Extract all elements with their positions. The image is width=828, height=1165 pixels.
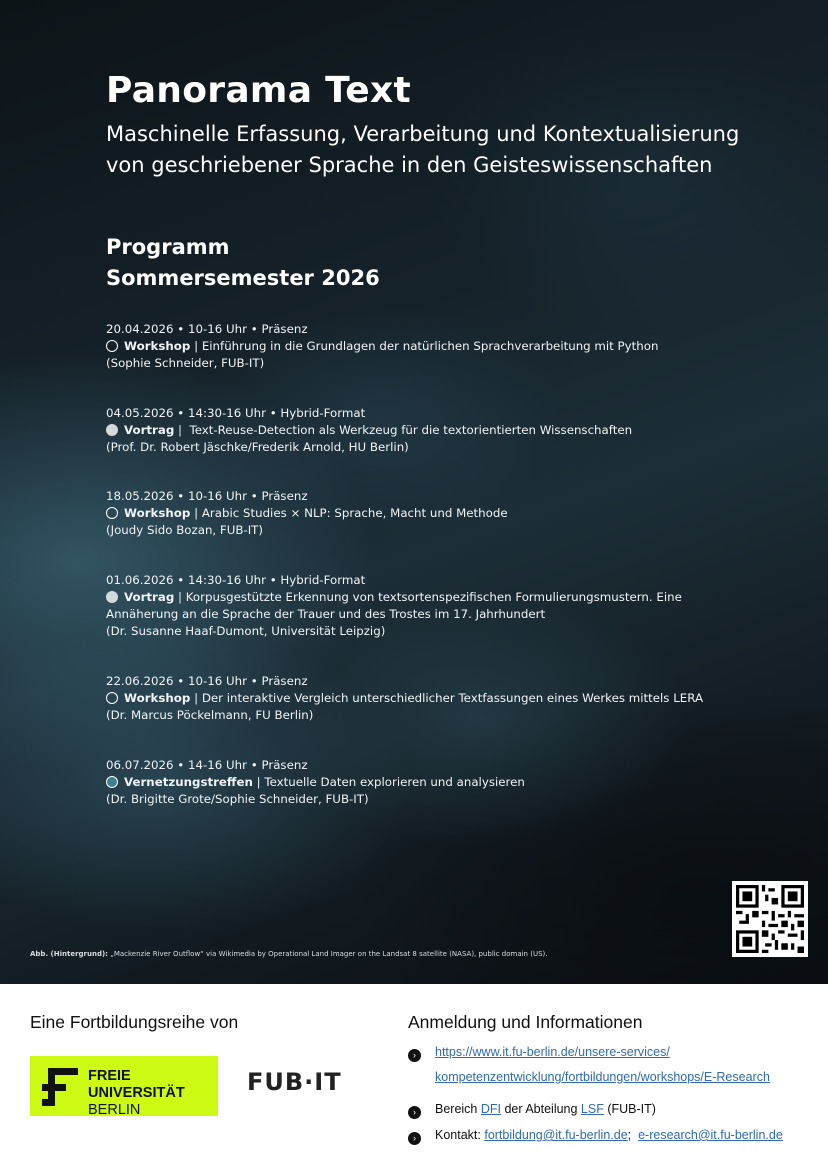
event-separator: | <box>190 691 202 705</box>
registration-link-part-2[interactable]: kompetenzentwicklung/fortbildungen/workshops/E-Research <box>435 1070 770 1084</box>
page-subtitle <box>106 119 786 181</box>
event-description: Textuelle Daten explorieren und analysieren <box>264 775 525 789</box>
bereich-prefix: Bereich <box>435 1102 481 1116</box>
event-meta: 20.04.2026 • 10-16 Uhr • Präsenz <box>106 322 308 336</box>
event-speaker: (Dr. Marcus Pöckelmann, FU Berlin) <box>106 708 314 722</box>
program-heading <box>106 232 380 294</box>
event-item <box>106 757 746 808</box>
circle-hollow-icon <box>106 507 118 519</box>
lsf-link[interactable]: LSF <box>580 1102 604 1116</box>
event-speaker: (Sophie Schneider, FUB-IT) <box>106 356 265 370</box>
circle-filled-icon <box>106 591 118 603</box>
fubit-logo: FUB·IT <box>247 1068 342 1096</box>
circle-filled-icon <box>106 424 118 436</box>
fu-logo-line-3: BERLIN <box>88 1102 141 1118</box>
event-separator: | <box>252 775 265 789</box>
footer <box>0 984 828 1165</box>
event-speaker: (Dr. Brigitte Grote/Sophie Schneider, FUB-IT) <box>106 792 369 806</box>
program-line-2: Sommersemester 2026 <box>106 266 380 290</box>
event-description: Text-Reuse-Detection als Werkzeug für die textorientierten Wissenschaften <box>189 423 633 437</box>
circle-hollow-icon <box>106 340 118 352</box>
event-meta: 22.06.2026 • 10-16 Uhr • Präsenz <box>106 674 308 688</box>
event-type: Vortrag <box>124 590 175 604</box>
event-speaker: (Dr. Susanne Haaf-Dumont, Universität Leipzig) <box>106 624 386 638</box>
bereich-middle: der Abteilung <box>501 1102 581 1116</box>
event-speaker: (Joudy Sido Bozan, FUB-IT) <box>106 523 263 537</box>
fu-logo-line-1: FREIE <box>88 1068 131 1084</box>
event-type: Workshop <box>124 691 191 705</box>
contact-separator: ; <box>627 1128 639 1142</box>
contact-email-fortbildung[interactable]: fortbildung@it.fu-berlin.de <box>484 1128 628 1142</box>
event-separator: | <box>174 590 186 604</box>
event-separator: | <box>190 506 202 520</box>
info-item-link <box>408 1045 670 1062</box>
fu-logo-text <box>88 1068 185 1119</box>
event-separator: | <box>190 339 202 353</box>
circle-accent-icon <box>106 776 118 788</box>
fu-logo-line-2: UNIVERSITÄT <box>88 1085 185 1101</box>
contact-prefix: Kontakt: <box>435 1128 485 1142</box>
page-title: Panorama Text <box>106 70 411 111</box>
event-item <box>106 572 746 640</box>
series-heading: Eine Fortbildungsreihe von <box>30 1012 239 1032</box>
event-item <box>106 673 746 724</box>
event-meta: 01.06.2026 • 14:30-16 Uhr • Hybrid-Format <box>106 573 366 587</box>
credit-label: Abb. (Hintergrund): <box>30 950 108 958</box>
event-meta: 04.05.2026 • 14:30-16 Uhr • Hybrid-Format <box>106 406 366 420</box>
chevron-right-bullet-icon: › <box>408 1132 421 1145</box>
dfi-link[interactable]: DFI <box>480 1102 501 1116</box>
event-description: Korpusgestützte Erkennung von textsortenspezifischen Formulierungsmustern. Eine <box>185 590 682 604</box>
fu-logo-mark-icon <box>42 1068 80 1106</box>
event-type: Workshop <box>124 506 191 520</box>
contact-email-eresearch[interactable]: e-research@it.fu-berlin.de <box>638 1128 783 1142</box>
credit-text: „Mackenzie River Outflow“ via Wikimedia by Operational Land Imager on the Landsat 8 satellite (NASA), public domain (US). <box>107 950 548 958</box>
subtitle-line-2: von geschriebener Sprache in den Geisteswissenschaften <box>106 153 713 177</box>
subtitle-line-1: Maschinelle Erfassung, Verarbeitung und Kontextualisierung <box>106 122 740 146</box>
info-item-contact <box>408 1128 783 1145</box>
chevron-right-bullet-icon: › <box>408 1106 421 1119</box>
info-item-link-cont <box>408 1070 770 1084</box>
registration-link-part-1[interactable]: https://www.it.fu-berlin.de/unsere-services/ <box>435 1045 670 1059</box>
qr-code-icon[interactable] <box>732 881 808 957</box>
event-separator: | <box>174 423 190 437</box>
event-description: Der interaktive Vergleich unterschiedlicher Textfassungen eines Werkes mittels LERA <box>201 691 704 705</box>
event-description: Arabic Studies × NLP: Sprache, Macht und Methode <box>201 506 508 520</box>
event-type: Vernetzungstreffen <box>124 775 253 789</box>
event-type: Workshop <box>124 339 191 353</box>
event-type: Vortrag <box>124 423 175 437</box>
qr-code-graphic <box>736 885 804 953</box>
registration-heading: Anmeldung und Informationen <box>408 1012 643 1032</box>
event-item <box>106 488 746 539</box>
event-description: Einführung in die Grundlagen der natürlichen Sprachverarbeitung mit Python <box>201 339 659 353</box>
event-meta: 06.07.2026 • 14-16 Uhr • Präsenz <box>106 758 308 772</box>
event-description-cont: Annäherung an die Sprache der Trauer und des Trostes im 17. Jahrhundert <box>106 607 546 621</box>
event-item <box>106 321 746 372</box>
circle-hollow-icon <box>106 692 118 704</box>
event-meta: 18.05.2026 • 10-16 Uhr • Präsenz <box>106 489 308 503</box>
chevron-right-bullet-icon: › <box>408 1049 421 1062</box>
fu-berlin-logo <box>30 1056 218 1116</box>
event-speaker: (Prof. Dr. Robert Jäschke/Frederik Arnold, HU Berlin) <box>106 440 409 454</box>
info-item-bereich <box>408 1102 656 1119</box>
bereich-suffix: (FUB-IT) <box>603 1102 656 1116</box>
event-item <box>106 405 746 456</box>
image-credit <box>30 950 547 958</box>
program-line-1: Programm <box>106 235 230 259</box>
